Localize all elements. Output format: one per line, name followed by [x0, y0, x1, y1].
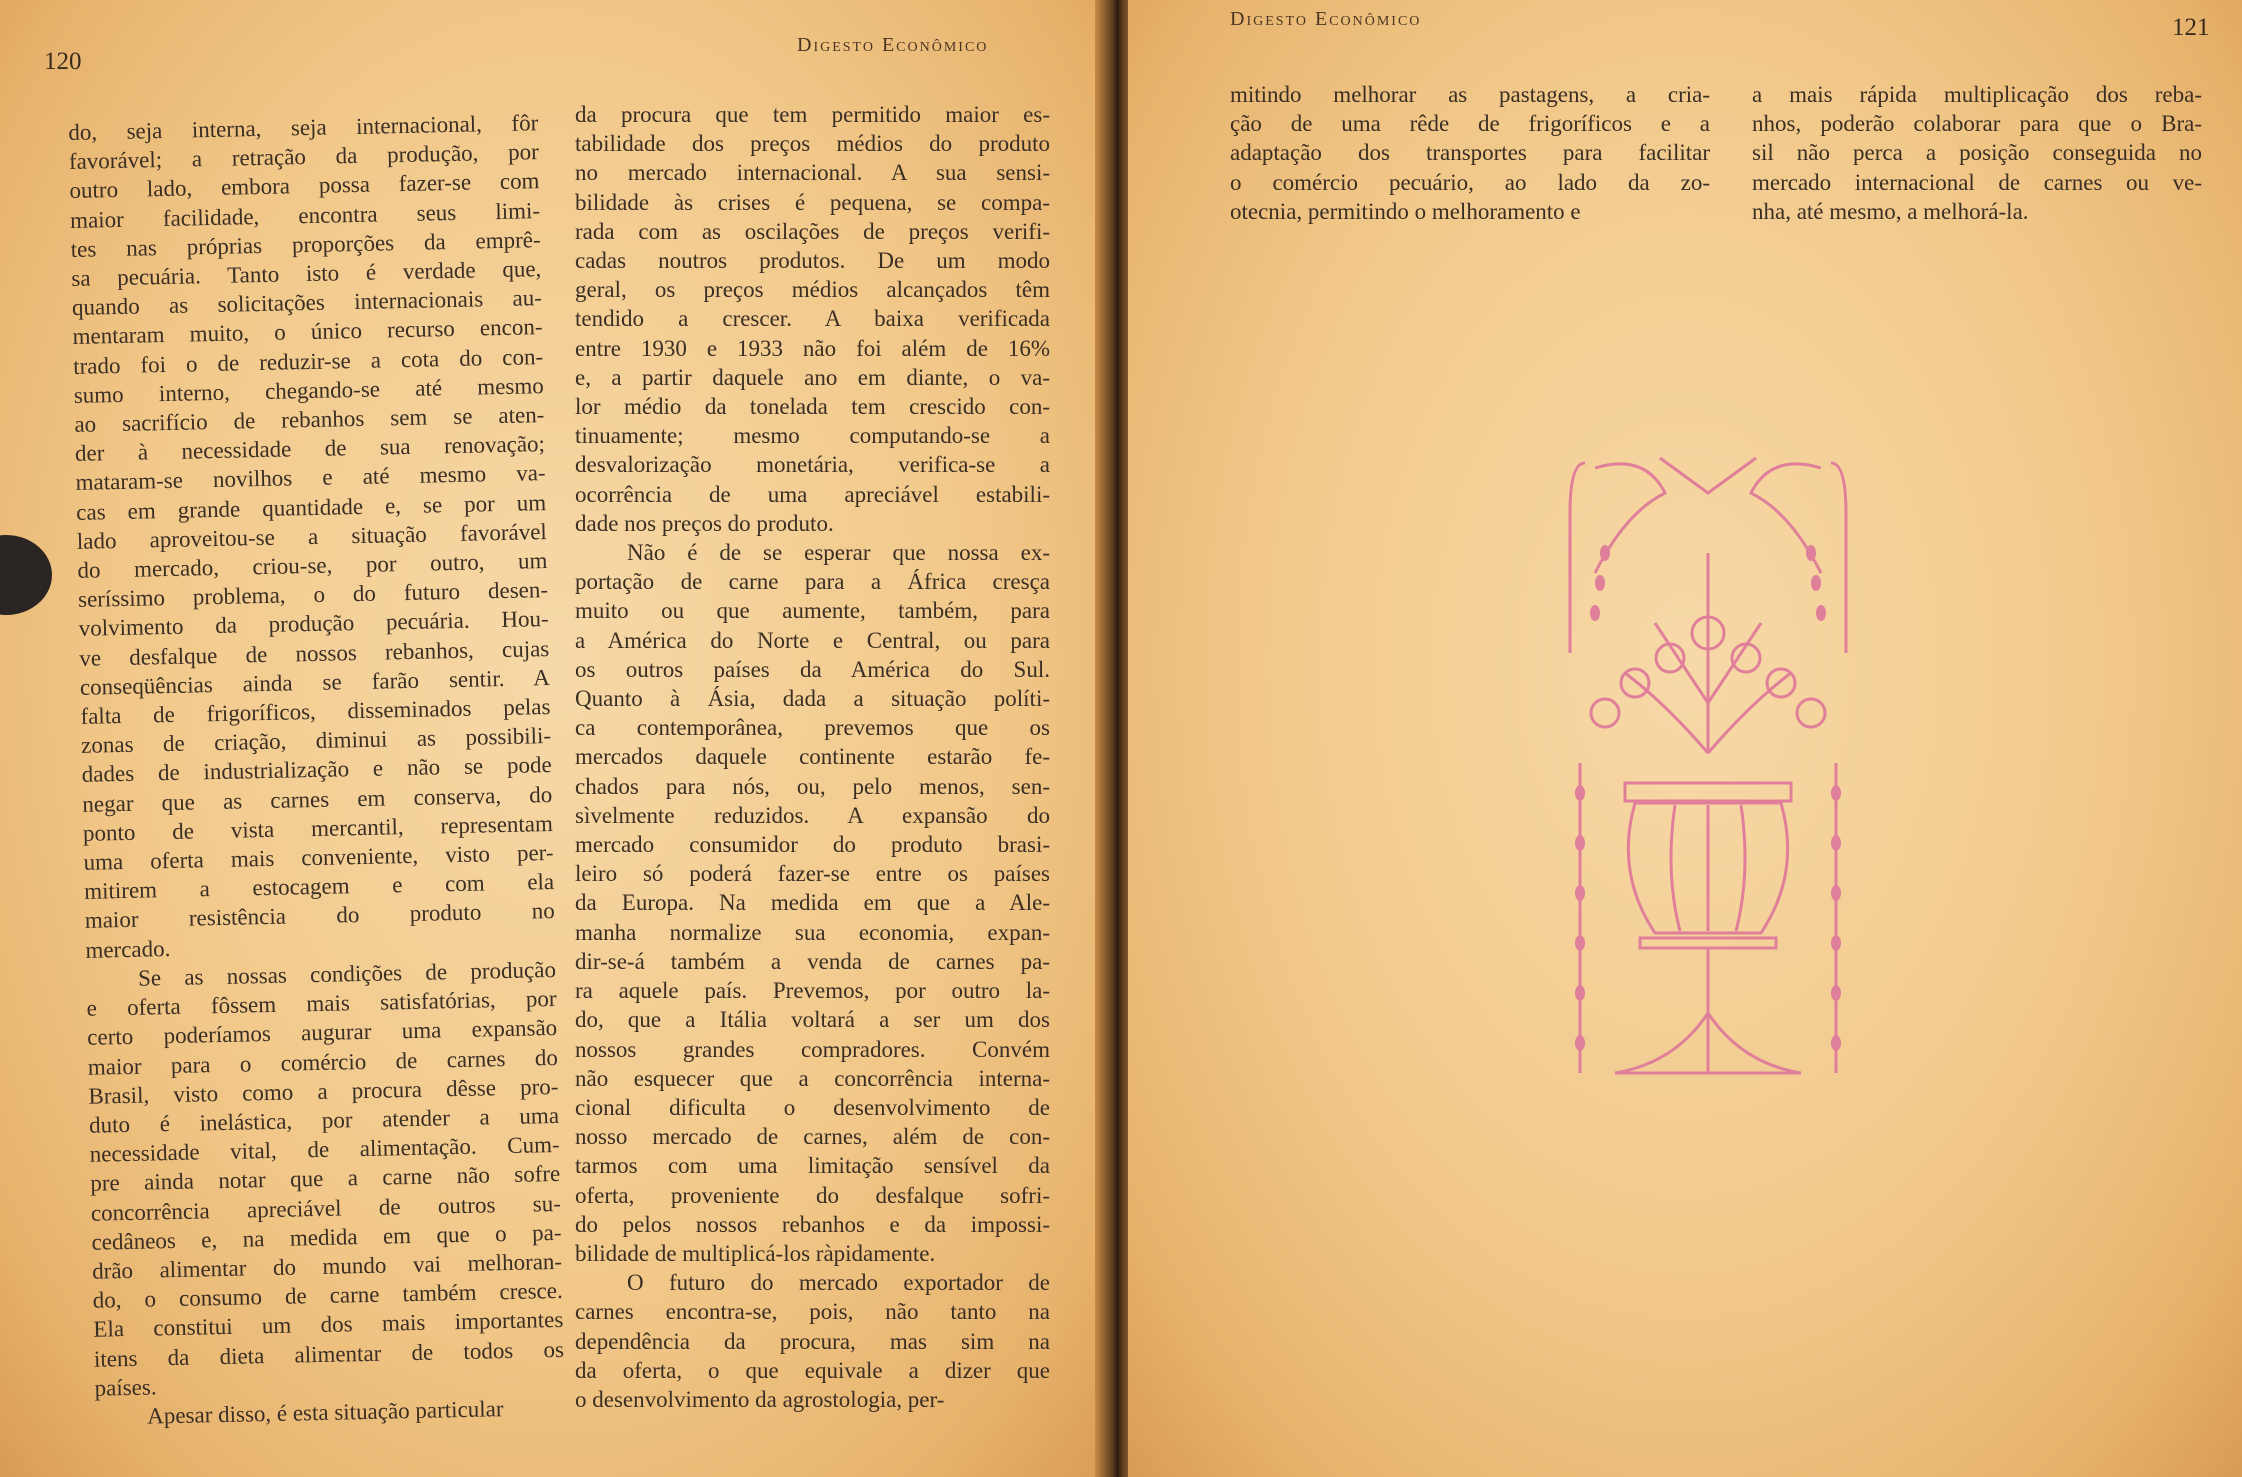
running-head-left: Digesto Econômico — [797, 34, 989, 56]
left-column-2 — [575, 100, 1050, 1414]
text-line: rada com as oscilações de preços verifi- — [575, 218, 1050, 244]
text-line: mitindo melhorar as pastagens, a cria- — [1230, 82, 1710, 107]
text-line: portação de carne para a África cresça — [575, 569, 1050, 595]
text-line: ra aquele país. Prevemos, por outro la- — [575, 978, 1050, 1004]
text-line: sil não perca a posição conseguida no — [1752, 140, 2202, 166]
text-line: bilidade às crises é pequena, se compa- — [575, 189, 1050, 215]
text-line: chados para nós, ou, pelo menos, sen- — [575, 773, 1050, 799]
text-line: entre 1930 e 1933 não foi além de 16% — [575, 335, 1050, 361]
text-line: a mais rápida multiplicação dos reba- — [1752, 82, 2202, 107]
text-line: itens da dieta alimentar de todos os — [93, 1336, 565, 1372]
text-line: negar que as carnes em conserva, do — [82, 781, 553, 817]
text-line: certo poderíamos augurar uma expansão — [87, 1015, 558, 1051]
text-line: países. — [94, 1374, 157, 1401]
text-line: trado foi o de reduzir-se a cota do con- — [72, 343, 544, 379]
text-line: pre ainda notar que a carne não sofre — [90, 1161, 561, 1197]
text-line: maior para o comércio de carnes do — [87, 1044, 559, 1080]
text-line: Brasil, visto como a procura dêsse pro- — [88, 1073, 559, 1109]
left-column-1 — [68, 108, 565, 1432]
text-line: mercados daquele continente estarão fe- — [575, 744, 1050, 770]
text-line: sa pecuária. Tanto isto é verdade que, — [71, 256, 542, 291]
text-line: da procura que tem permitido maior es- — [575, 102, 1050, 127]
text-line: o comércio pecuário, ao lado da zo- — [1230, 169, 1710, 195]
text-line: cas em grande quantidade e, se por um — [75, 489, 547, 525]
text-line: nosso mercado de carnes, além de con- — [575, 1124, 1050, 1150]
text-line: mercado. — [85, 935, 171, 963]
text-line: drão alimentar do mundo vai melhoran- — [91, 1248, 563, 1284]
text-line: tes nas próprias proporções da emprê- — [70, 226, 541, 262]
text-line: mercado internacional de carnes ou ve- — [1752, 169, 2202, 195]
text-line: os outros países da América do Sul. — [575, 656, 1050, 682]
text-line: mataram-se novilhos e até mesmo va- — [75, 460, 546, 496]
text-line: mercado consumidor do produto brasi- — [575, 832, 1050, 858]
text-line: sìvelmente reduzidos. A expansão do — [575, 802, 1050, 828]
text-line: ponto de vista mercantil, representam — [82, 810, 554, 846]
text-line: tinuamente; mesmo computando-se a — [575, 423, 1050, 449]
text-line: outro lado, embora possa fazer-se com — [69, 168, 540, 204]
text-line: muito ou que aumente, também, para — [575, 598, 1050, 624]
text-line: seríssimo problema, o do futuro desen- — [77, 577, 549, 613]
running-head-right: Digesto Econômico — [1230, 8, 1422, 30]
text-line: do pelos nossos rebanhos e da impossi- — [575, 1211, 1050, 1237]
text-line: maior facilidade, encontra seus limi- — [69, 197, 541, 233]
text-line: volvimento da produção pecuária. Hou- — [78, 606, 549, 642]
text-line: tarmos com uma limitação sensível da — [575, 1153, 1050, 1179]
text-line: e oferta fôssem mais satisfatórias, por — [86, 986, 557, 1021]
text-line: Quanto à Ásia, dada a situação políti- — [575, 686, 1050, 712]
text-line: do, que a Itália voltará a ser um dos — [575, 1007, 1050, 1033]
text-line: carnes encontra-se, pois, não tanto na — [575, 1299, 1050, 1325]
text-line: da oferta, o que equivale a dizer que — [575, 1357, 1050, 1383]
text-line: falta de frigoríficos, disseminados pelas — [80, 694, 551, 729]
floral-vase-ornament-icon — [1565, 453, 1851, 1085]
text-line: nossos grandes compradores. Convém — [575, 1036, 1050, 1062]
text-line: a América do Norte e Central, ou para — [575, 627, 1050, 653]
left-page — [0, 0, 1110, 1477]
text-line: Não é de se esperar que nossa ex- — [627, 540, 1050, 566]
text-line: tendido a crescer. A baixa verificada — [575, 306, 1050, 332]
text-line: dade nos preços do produto. — [575, 510, 834, 536]
text-line: cadas noutros produtos. De um modo — [575, 248, 1050, 274]
right-column-2 — [1752, 80, 2202, 226]
text-line: geral, os preços médios alcançados têm — [575, 277, 1050, 303]
text-line: tabilidade dos preços médios do produto — [575, 131, 1050, 157]
text-line: ca contemporânea, prevemos que os — [575, 715, 1050, 741]
text-line: nha, até mesmo, a melhorá-la. — [1752, 198, 2029, 224]
text-line: oferta, proveniente do desfalque sofri- — [575, 1182, 1050, 1208]
right-column-1 — [1230, 80, 1710, 226]
text-line: O futuro do mercado exportador de — [627, 1270, 1050, 1296]
text-line: cedâneos e, na medida em que o pa- — [91, 1219, 562, 1255]
binding-hole — [0, 535, 52, 615]
text-line: Ela constitui um dos mais importantes — [93, 1307, 564, 1343]
text-line: otecnia, permitindo o melhoramento e — [1230, 198, 1581, 224]
text-line: não esquecer que a concorrência interna- — [575, 1065, 1050, 1091]
text-line: manha normalize sua economia, expan- — [575, 919, 1050, 945]
text-line: Se as nossas condições de produção — [137, 956, 557, 991]
text-line: duto é inelástica, por atender a uma — [88, 1102, 560, 1138]
page-number-right: 121 — [2172, 14, 2210, 41]
page-number-left: 120 — [44, 48, 82, 75]
text-line: dir-se-á também a venda de carnes pa- — [575, 948, 1050, 974]
text-line: do mercado, criou-se, por outro, um — [77, 548, 548, 583]
text-line: mitirem a estocagem e com ela — [83, 869, 555, 905]
text-line: ao sacrifício de rebanhos sem se aten- — [74, 402, 545, 437]
text-line: quando as solicitações internacionais au- — [71, 285, 543, 321]
text-line: dependência da procura, mas sim na — [575, 1328, 1050, 1354]
text-line: concorrência apreciável de outros su- — [90, 1190, 562, 1226]
text-line: bilidade de multiplicá-los ràpidamente. — [575, 1240, 936, 1266]
text-line: Apesar disso, é esta situação particular — [146, 1396, 504, 1429]
text-line: ve desfalque de nossos rebanhos, cujas — [79, 635, 550, 671]
text-line: uma oferta mais conveniente, visto per- — [83, 840, 554, 875]
text-line: ção de uma rêde de frigoríficos e a — [1230, 111, 1710, 137]
text-line: zonas de criação, diminui as possibili- — [80, 723, 552, 759]
text-line: no mercado internacional. A sua sensi- — [575, 160, 1050, 186]
text-line: ocorrência de uma apreciável estabili- — [575, 481, 1050, 507]
text-line: do, seja interna, seja internacional, fôr — [68, 110, 539, 145]
text-line: do, o consumo de carne também cresce. — [92, 1278, 563, 1313]
text-line: desvalorização monetária, verifica-se a — [575, 452, 1050, 478]
text-line: adaptação dos transportes para facilitar — [1230, 140, 1710, 166]
text-line: da Europa. Na medida em que a Ale- — [575, 890, 1050, 916]
text-line: favorável; a retração da produção, por — [68, 139, 540, 175]
text-line: mentaram muito, o único recurso encon- — [72, 314, 543, 350]
text-line: nhos, poderão colaborar para que o Bra- — [1752, 111, 2202, 137]
text-line: lado aproveitou-se a situação favorável — [76, 518, 548, 554]
text-line: necessidade vital, de alimentação. Cum- — [89, 1132, 560, 1167]
text-line: leiro só poderá fazer-se entre os países — [575, 861, 1050, 887]
text-line: sumo interno, chegando-se até mesmo — [73, 372, 544, 408]
text-line: cional dificulta o desenvolvimento de — [575, 1094, 1050, 1120]
text-line: conseqüências ainda se farão sentir. A — [79, 664, 551, 700]
text-line: der à necessidade de sua renovação; — [74, 431, 546, 467]
text-line: maior resistência do produto no — [84, 898, 555, 934]
text-line: e, a partir daquele ano em diante, o va- — [575, 364, 1050, 390]
text-line: o desenvolvimento da agrostologia, per- — [575, 1386, 945, 1412]
text-line: lor médio da tonelada tem crescido con- — [575, 394, 1050, 420]
text-line: dades de industrialização e não se pode — [81, 752, 552, 788]
